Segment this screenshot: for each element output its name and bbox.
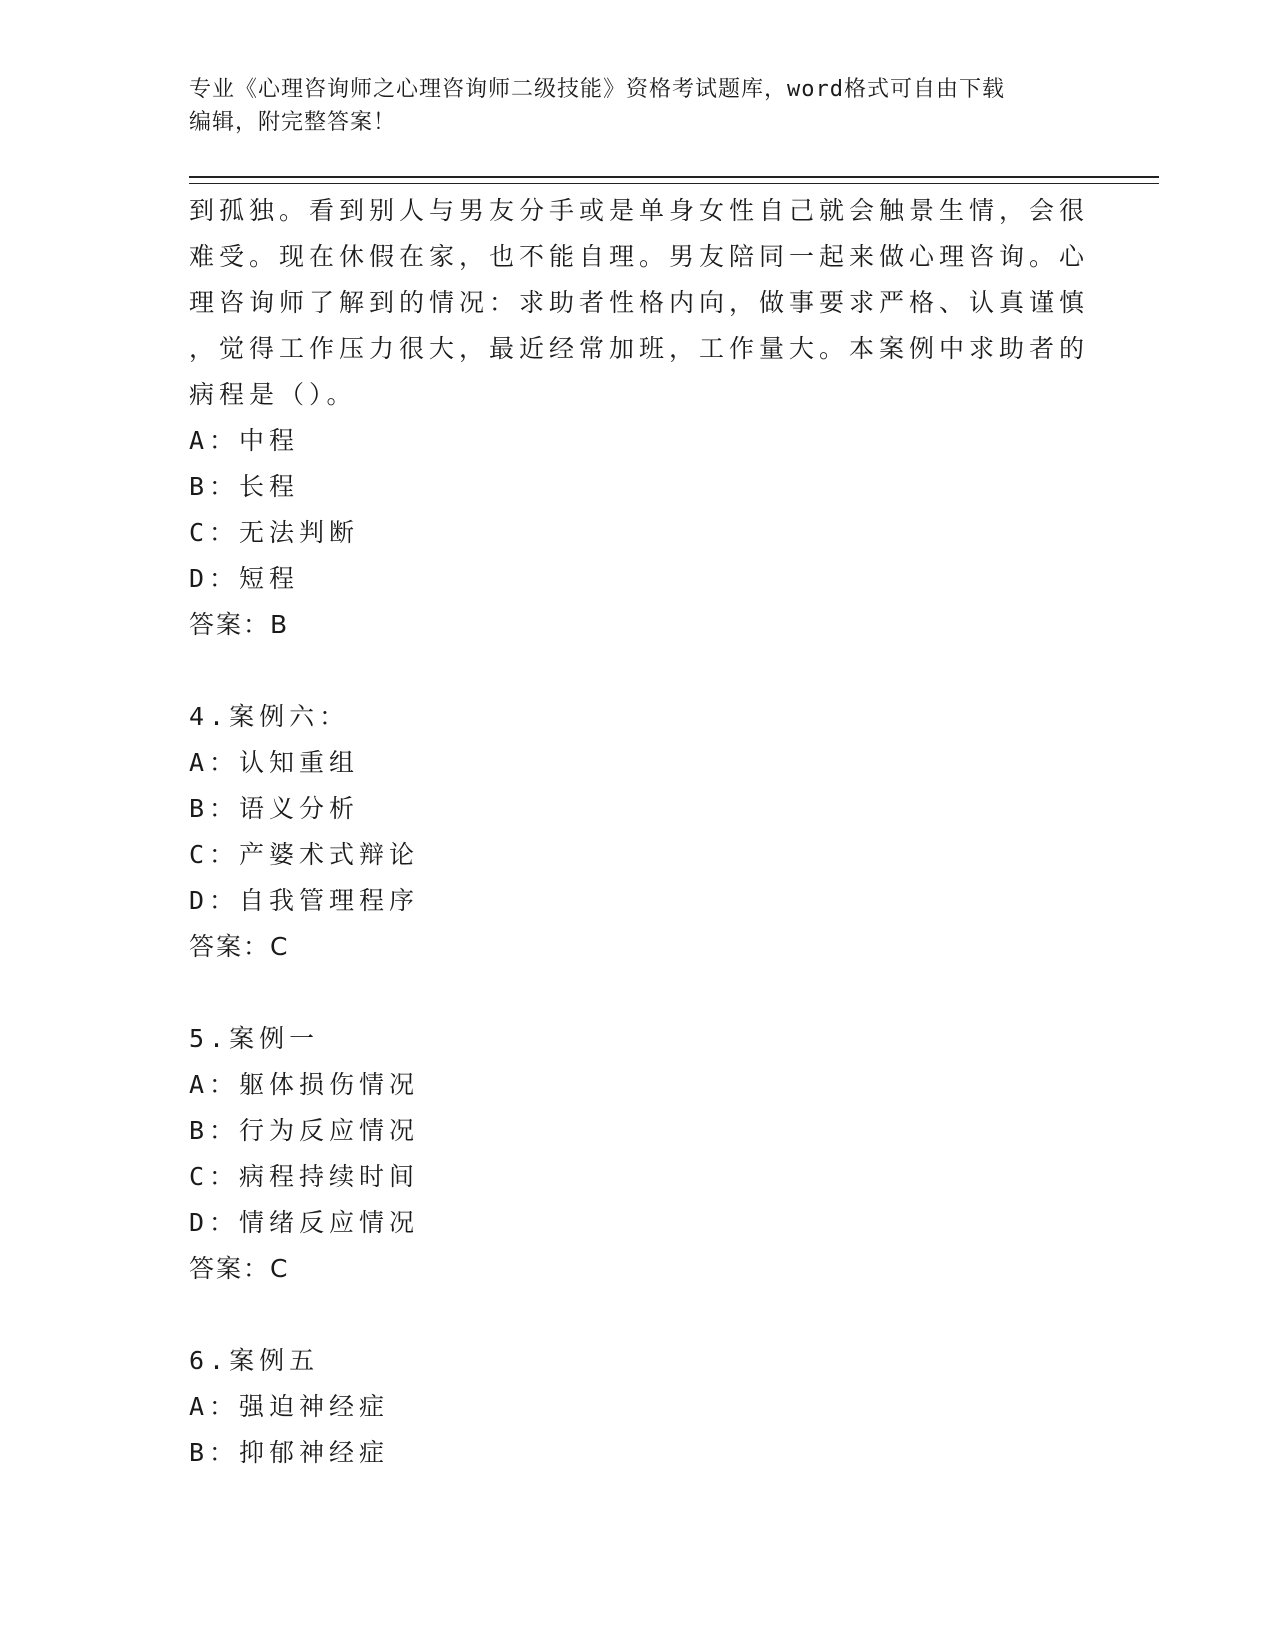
document-header: [189, 73, 1089, 139]
question-spacer: [189, 970, 1089, 1016]
question-text-line: 理咨询师了解到的情况：求助者性格内向，做事要求严格、认真谨慎: [189, 288, 1090, 317]
header-line-2: 编辑，附完整答案！: [189, 110, 397, 135]
header-line-1: 专业《心理咨询师之心理咨询师二级技能》资格考试题库，word格式可自由下载: [189, 77, 1005, 102]
header-divider-thick: [189, 176, 1159, 178]
answer-line: 答案：B: [189, 610, 290, 639]
question-title: 6.案例五: [189, 1346, 320, 1375]
option-d: D：自我管理程序: [189, 886, 420, 915]
header-divider-thin: [189, 183, 1159, 184]
option-c: C：无法判断: [189, 518, 360, 547]
option-a: A：强迫神经症: [189, 1392, 390, 1421]
question-spacer: [189, 1292, 1089, 1338]
question-title: 4.案例六：: [189, 702, 350, 731]
option-d: D：情绪反应情况: [189, 1208, 420, 1237]
question-6: [189, 1338, 1089, 1476]
answer-line: 答案：C: [189, 932, 290, 961]
answer-line: 答案：C: [189, 1254, 290, 1283]
option-a: A：躯体损伤情况: [189, 1070, 420, 1099]
question-text-line: 病程是（）。: [189, 380, 357, 409]
option-a: A：认知重组: [189, 748, 360, 777]
question-content: [189, 188, 1089, 1476]
option-b: B：抑郁神经症: [189, 1438, 390, 1467]
option-d: D：短程: [189, 564, 300, 593]
question-text-line: 难受。现在休假在家，也不能自理。男友陪同一起来做心理咨询。心: [189, 242, 1090, 271]
question-title: 5.案例一: [189, 1024, 320, 1053]
question-spacer: [189, 648, 1089, 694]
continued-question: [189, 188, 1089, 648]
option-a: A：中程: [189, 426, 300, 455]
question-4: [189, 694, 1089, 970]
option-b: B：行为反应情况: [189, 1116, 420, 1145]
question-text-line: ，觉得工作压力很大，最近经常加班，工作量大。本案例中求助者的: [189, 334, 1090, 363]
option-c: C：产婆术式辩论: [189, 840, 420, 869]
question-5: [189, 1016, 1089, 1292]
option-b: B：语义分析: [189, 794, 360, 823]
option-b: B：长程: [189, 472, 300, 501]
question-text-line: 到孤独。看到别人与男友分手或是单身女性自己就会触景生情，会很: [189, 196, 1090, 225]
option-c: C：病程持续时间: [189, 1162, 420, 1191]
